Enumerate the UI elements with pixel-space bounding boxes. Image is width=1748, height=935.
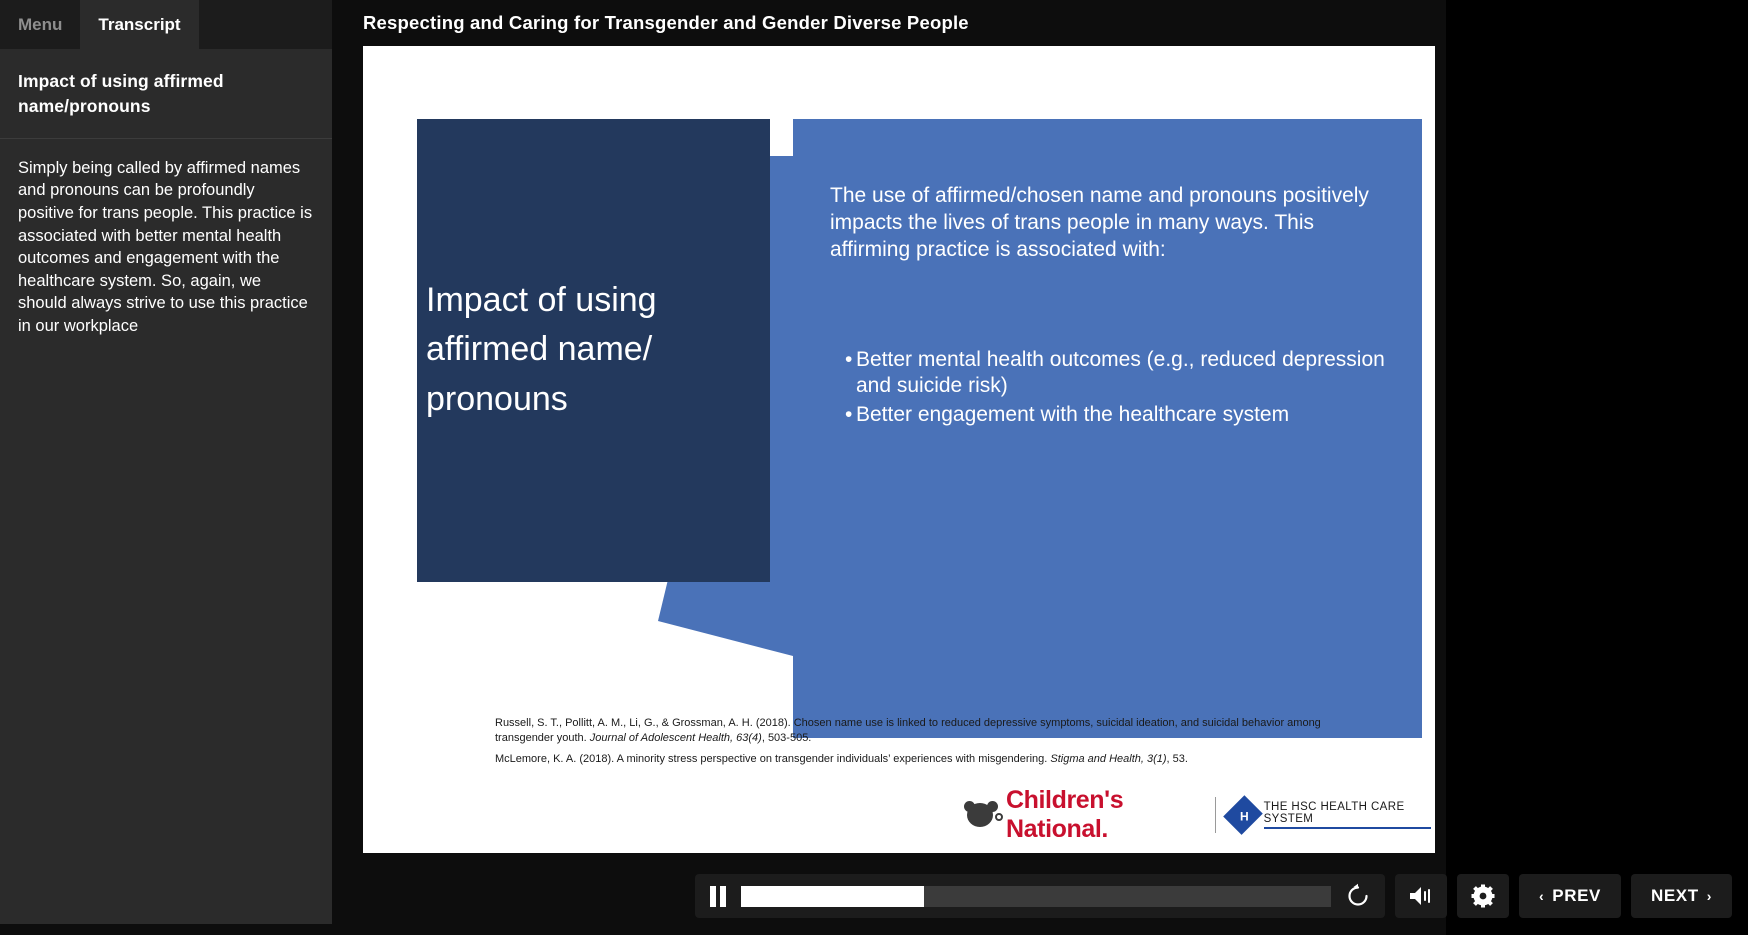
bullet-text: Better mental health outcomes (e.g., reduced depression and suicide risk) — [856, 348, 1385, 398]
reference-item — [495, 716, 1375, 746]
sidebar — [0, 0, 332, 924]
next-label: NEXT — [1650, 886, 1699, 905]
childrens-national-label: Children's National. — [1005, 786, 1124, 843]
logo-divider — [1215, 797, 1216, 833]
transcript-body: Simply being called by affirmed names and pronouns can be profoundly positive for trans people. This practice is associated with better mental health outcomes and engagement with the healthcare system. So, again, we should always strive to use this practice in our workplace — [18, 158, 313, 335]
slide-panel-title: Impact of using affirmed name/ pronouns — [426, 281, 657, 418]
next-button[interactable] — [1631, 874, 1732, 918]
childrens-national-logo — [961, 786, 1201, 844]
diamond-icon — [1223, 795, 1262, 834]
volume-icon — [1408, 885, 1434, 907]
replay-icon[interactable] — [1343, 881, 1373, 911]
light-content-panel — [793, 119, 1422, 738]
tab-menu-label: Menu — [18, 14, 63, 34]
gear-icon — [1470, 883, 1496, 909]
sidebar-tabbar — [0, 0, 332, 49]
reference-journal: Stigma and Health, 3(1) — [1050, 753, 1167, 766]
tab-transcript[interactable] — [80, 0, 198, 49]
hsc-mark-label: H — [1239, 809, 1249, 824]
reference-text: McLemore, K. A. (2018). A minority stress perspective on transgender individuals’ experiences with misgendering. — [495, 753, 1051, 766]
hsc-logo — [1230, 800, 1431, 830]
reference-text: Russell, S. T., Pollitt, A. M., Li, G., & Grossman, A. H. (2018). Chosen name use is linked to reduced depressive symptoms, suicidal ideation, and suicidal behavior among transgender youth. — [495, 717, 1321, 745]
transcript-panel — [0, 49, 332, 924]
pause-icon[interactable] — [707, 885, 729, 907]
player-controls — [695, 869, 1748, 923]
chevron-right-icon: › — [1706, 888, 1712, 904]
bullet-marker-icon: • — [845, 348, 853, 371]
transcript-title: Impact of using affirmed name/pronouns — [18, 71, 224, 117]
reference-item — [495, 752, 1375, 767]
chevron-left-icon: ‹ — [1539, 888, 1545, 904]
settings-button[interactable] — [1457, 874, 1509, 918]
dark-title-panel — [417, 119, 770, 582]
reference-journal: Journal of Adolescent Health, 63(4) — [589, 732, 762, 745]
seek-slider[interactable] — [741, 886, 1331, 907]
logo-row — [961, 786, 1431, 843]
volume-button[interactable] — [1395, 874, 1447, 918]
page-title: Respecting and Caring for Transgender and Gender Diverse People — [363, 12, 969, 33]
bullet-marker-icon: • — [845, 402, 853, 426]
bullet-text: Better engagement with the healthcare system — [856, 402, 1290, 426]
bear-icon — [961, 801, 999, 829]
slide-header — [363, 0, 1435, 46]
list-item — [845, 402, 1405, 428]
stage — [332, 0, 1712, 935]
seek-progress — [741, 886, 924, 907]
reference-pages: , 53. — [1166, 753, 1188, 766]
tab-transcript-label: Transcript — [98, 14, 181, 34]
references — [495, 716, 1375, 774]
prev-label: PREV — [1552, 886, 1601, 905]
hsc-label: THE HSC HEALTH CARE SYSTEM — [1264, 801, 1431, 829]
slide-intro-text: The use of affirmed/chosen name and pronouns positively impacts the lives of trans people in many ways. This affirming practice is associated with: — [830, 184, 1369, 261]
tab-menu[interactable] — [0, 0, 80, 49]
list-item — [845, 347, 1405, 400]
slide-bullet-list — [845, 347, 1405, 430]
reference-pages: , 503-505. — [761, 732, 812, 745]
transport-bar — [695, 874, 1385, 918]
slide-canvas — [363, 46, 1435, 853]
prev-button[interactable] — [1519, 874, 1621, 918]
